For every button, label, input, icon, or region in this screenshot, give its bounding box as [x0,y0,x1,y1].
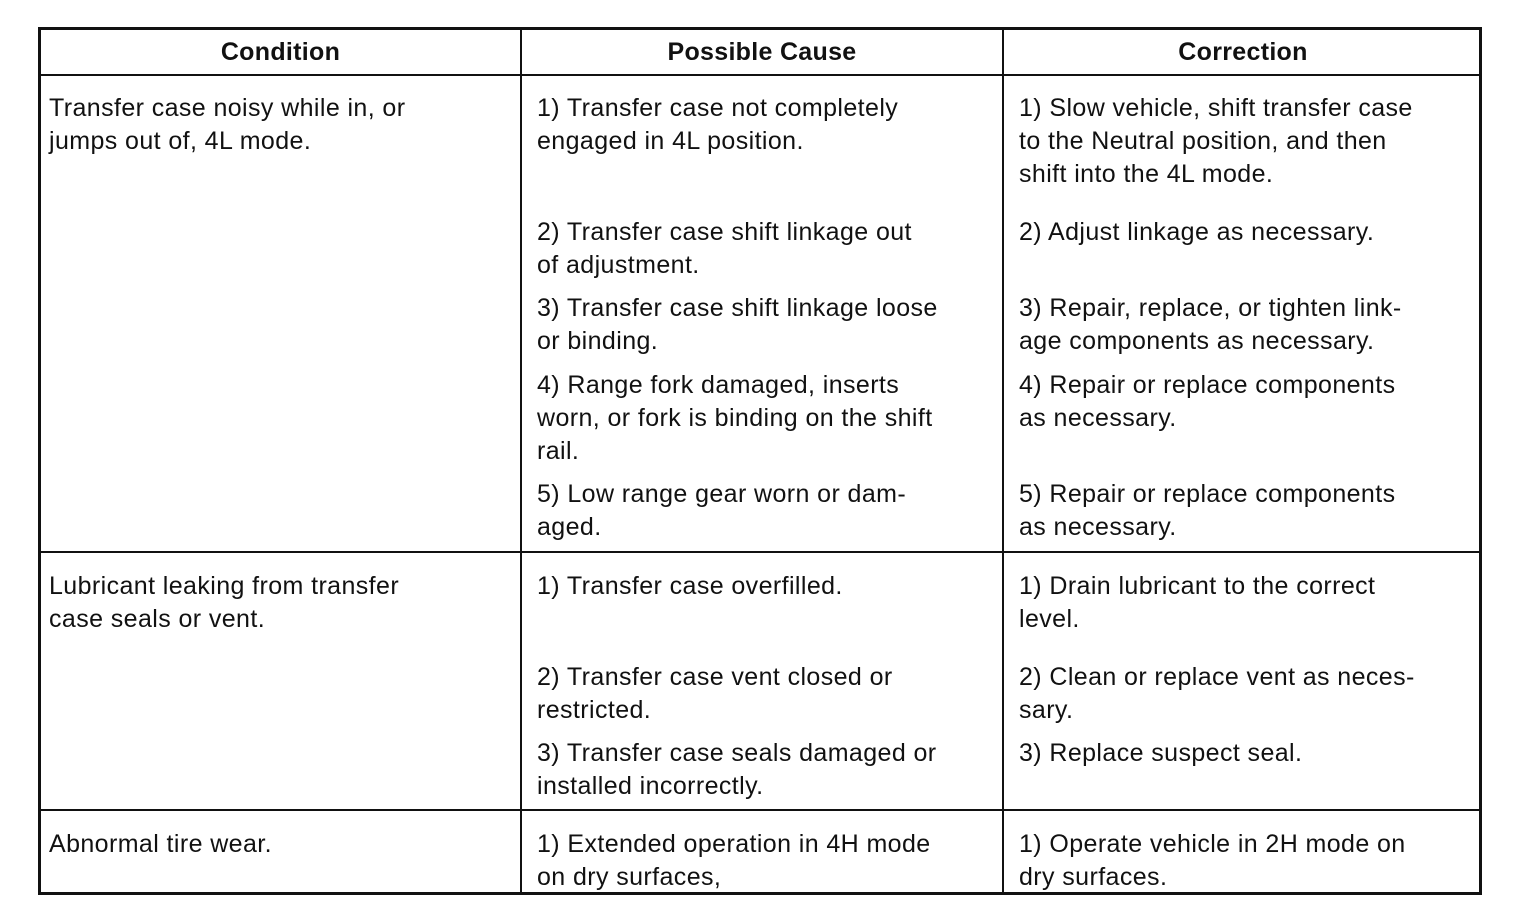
text-line: 4) Repair or replace components [1019,371,1396,399]
text-line: 1) Extended operation in 4H mode [537,830,931,858]
text-line: 1) Slow vehicle, shift transfer case [1019,94,1413,122]
text-line: engaged in 4L position. [537,127,804,155]
row2-correction-1 [1019,570,1375,636]
text-line: jumps out of, 4L mode. [49,127,312,155]
text-line: as necessary. [1019,404,1177,432]
text-line: or binding. [537,327,659,355]
text-line: Lubricant leaking from transfer [49,572,400,600]
text-line: 1) Transfer case not completely [537,94,899,122]
row2-cause-2 [537,661,893,727]
header-divider [41,74,1479,76]
row1-correction-2 [1019,216,1374,249]
row-divider [41,809,1479,811]
text-line: of adjustment. [537,251,700,279]
text-line: 3) Transfer case shift linkage loose [537,294,938,322]
header-possible-cause: Possible Cause [667,37,857,66]
text-line: 2) Clean or replace vent as neces- [1019,663,1415,691]
text-line: aged. [537,513,602,541]
row-divider [41,551,1479,553]
row2-cause-1 [537,570,843,603]
row2-correction-3 [1019,737,1302,770]
row3-condition [49,828,272,861]
text-line: 3) Replace suspect seal. [1019,739,1303,767]
text-line: 5) Low range gear worn or dam- [537,480,907,508]
row1-cause-2 [537,216,912,282]
text-line: 4) Range fork damaged, inserts [537,371,900,399]
row1-cause-3 [537,292,938,358]
text-line: level. [1019,605,1080,633]
text-line: Abnormal tire wear. [49,830,272,858]
text-line: 3) Repair, replace, or tighten link- [1019,294,1402,322]
row1-cause-4 [537,369,933,468]
text-line: shift into the 4L mode. [1019,160,1274,188]
text-line: worn, or fork is binding on the shift [537,404,933,432]
text-line: to the Neutral position, and then [1019,127,1387,155]
row1-correction-5 [1019,478,1395,544]
troubleshooting-table [38,27,1482,895]
text-line: installed incorrectly. [537,772,764,800]
text-line: 2) Transfer case shift linkage out [537,218,912,246]
text-line: 2) Adjust linkage as necessary. [1019,218,1375,246]
row1-correction-3 [1019,292,1402,358]
text-line: case seals or vent. [49,605,266,633]
column-divider [520,30,522,892]
text-line: Transfer case noisy while in, or [49,94,406,122]
header-correction: Correction [1178,37,1308,66]
text-line: sary. [1019,696,1074,724]
row2-condition [49,570,399,636]
row1-condition [49,92,405,158]
row1-correction-4 [1019,369,1395,435]
text-line: age components as necessary. [1019,327,1375,355]
row1-correction-1 [1019,92,1413,191]
row1-cause-1 [537,92,898,158]
text-line: rail. [537,437,580,465]
text-line: 3) Transfer case seals damaged or [537,739,937,767]
text-line: 5) Repair or replace components [1019,480,1396,508]
row3-cause-1 [537,828,931,894]
text-line: dry surfaces. [1019,863,1168,891]
text-line: 1) Operate vehicle in 2H mode on [1019,830,1406,858]
row3-correction-1 [1019,828,1406,894]
text-line: on dry surfaces, [537,863,722,891]
row2-cause-3 [537,737,937,803]
row2-correction-2 [1019,661,1415,727]
column-divider [1002,30,1004,892]
text-line: 1) Transfer case overfilled. [537,572,843,600]
text-line: restricted. [537,696,652,724]
text-line: 2) Transfer case vent closed or [537,663,893,691]
text-line: 1) Drain lubricant to the correct [1019,572,1376,600]
header-condition: Condition [220,37,341,66]
row1-cause-5 [537,478,906,544]
text-line: as necessary. [1019,513,1177,541]
